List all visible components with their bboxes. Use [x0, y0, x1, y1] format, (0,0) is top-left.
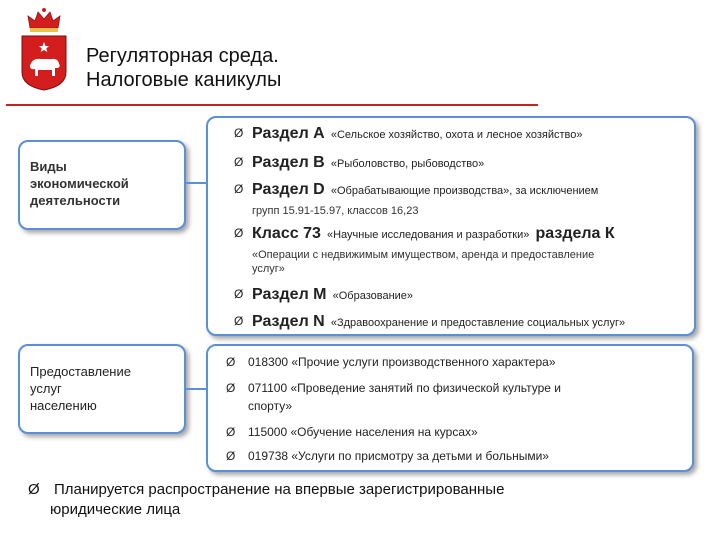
section-continuation: «Операции с недвижимым имуществом, аренда и предоставление	[252, 249, 595, 261]
arrow-bullet-icon: Ø	[226, 355, 236, 369]
arrow-bullet-icon: Ø	[234, 314, 244, 328]
shield-icon	[22, 36, 66, 90]
arrow-bullet-icon: Ø	[234, 287, 244, 301]
section-continuation: услуг»	[252, 263, 285, 275]
title-divider	[6, 104, 538, 106]
arrow-bullet-icon: Ø	[28, 481, 40, 498]
arrow-bullet-icon: Ø	[234, 155, 244, 169]
arrow-bullet-icon: Ø	[234, 126, 244, 140]
connector-bottom	[186, 388, 206, 390]
title-line-1: Регуляторная среда.	[86, 45, 279, 67]
connector-top	[186, 182, 206, 184]
section-continuation: групп 15.91-15.97, классов 16,23	[252, 205, 419, 217]
service-continuation: спорту»	[248, 399, 293, 413]
arrow-bullet-icon: Ø	[234, 226, 244, 240]
arrow-bullet-icon: Ø	[226, 449, 236, 463]
activity-types-label: Виды экономической деятельности	[30, 159, 129, 208]
crown-icon	[28, 8, 60, 32]
services-category-label: Предоставление услуг населению	[30, 364, 131, 413]
arrow-bullet-icon: Ø	[234, 182, 244, 196]
arrow-bullet-icon: Ø	[226, 425, 236, 439]
page-title	[86, 44, 281, 92]
arrow-bullet-icon: Ø	[226, 381, 236, 395]
coat-of-arms-icon	[18, 6, 70, 92]
title-line-2: Налоговые каникулы	[86, 69, 282, 91]
